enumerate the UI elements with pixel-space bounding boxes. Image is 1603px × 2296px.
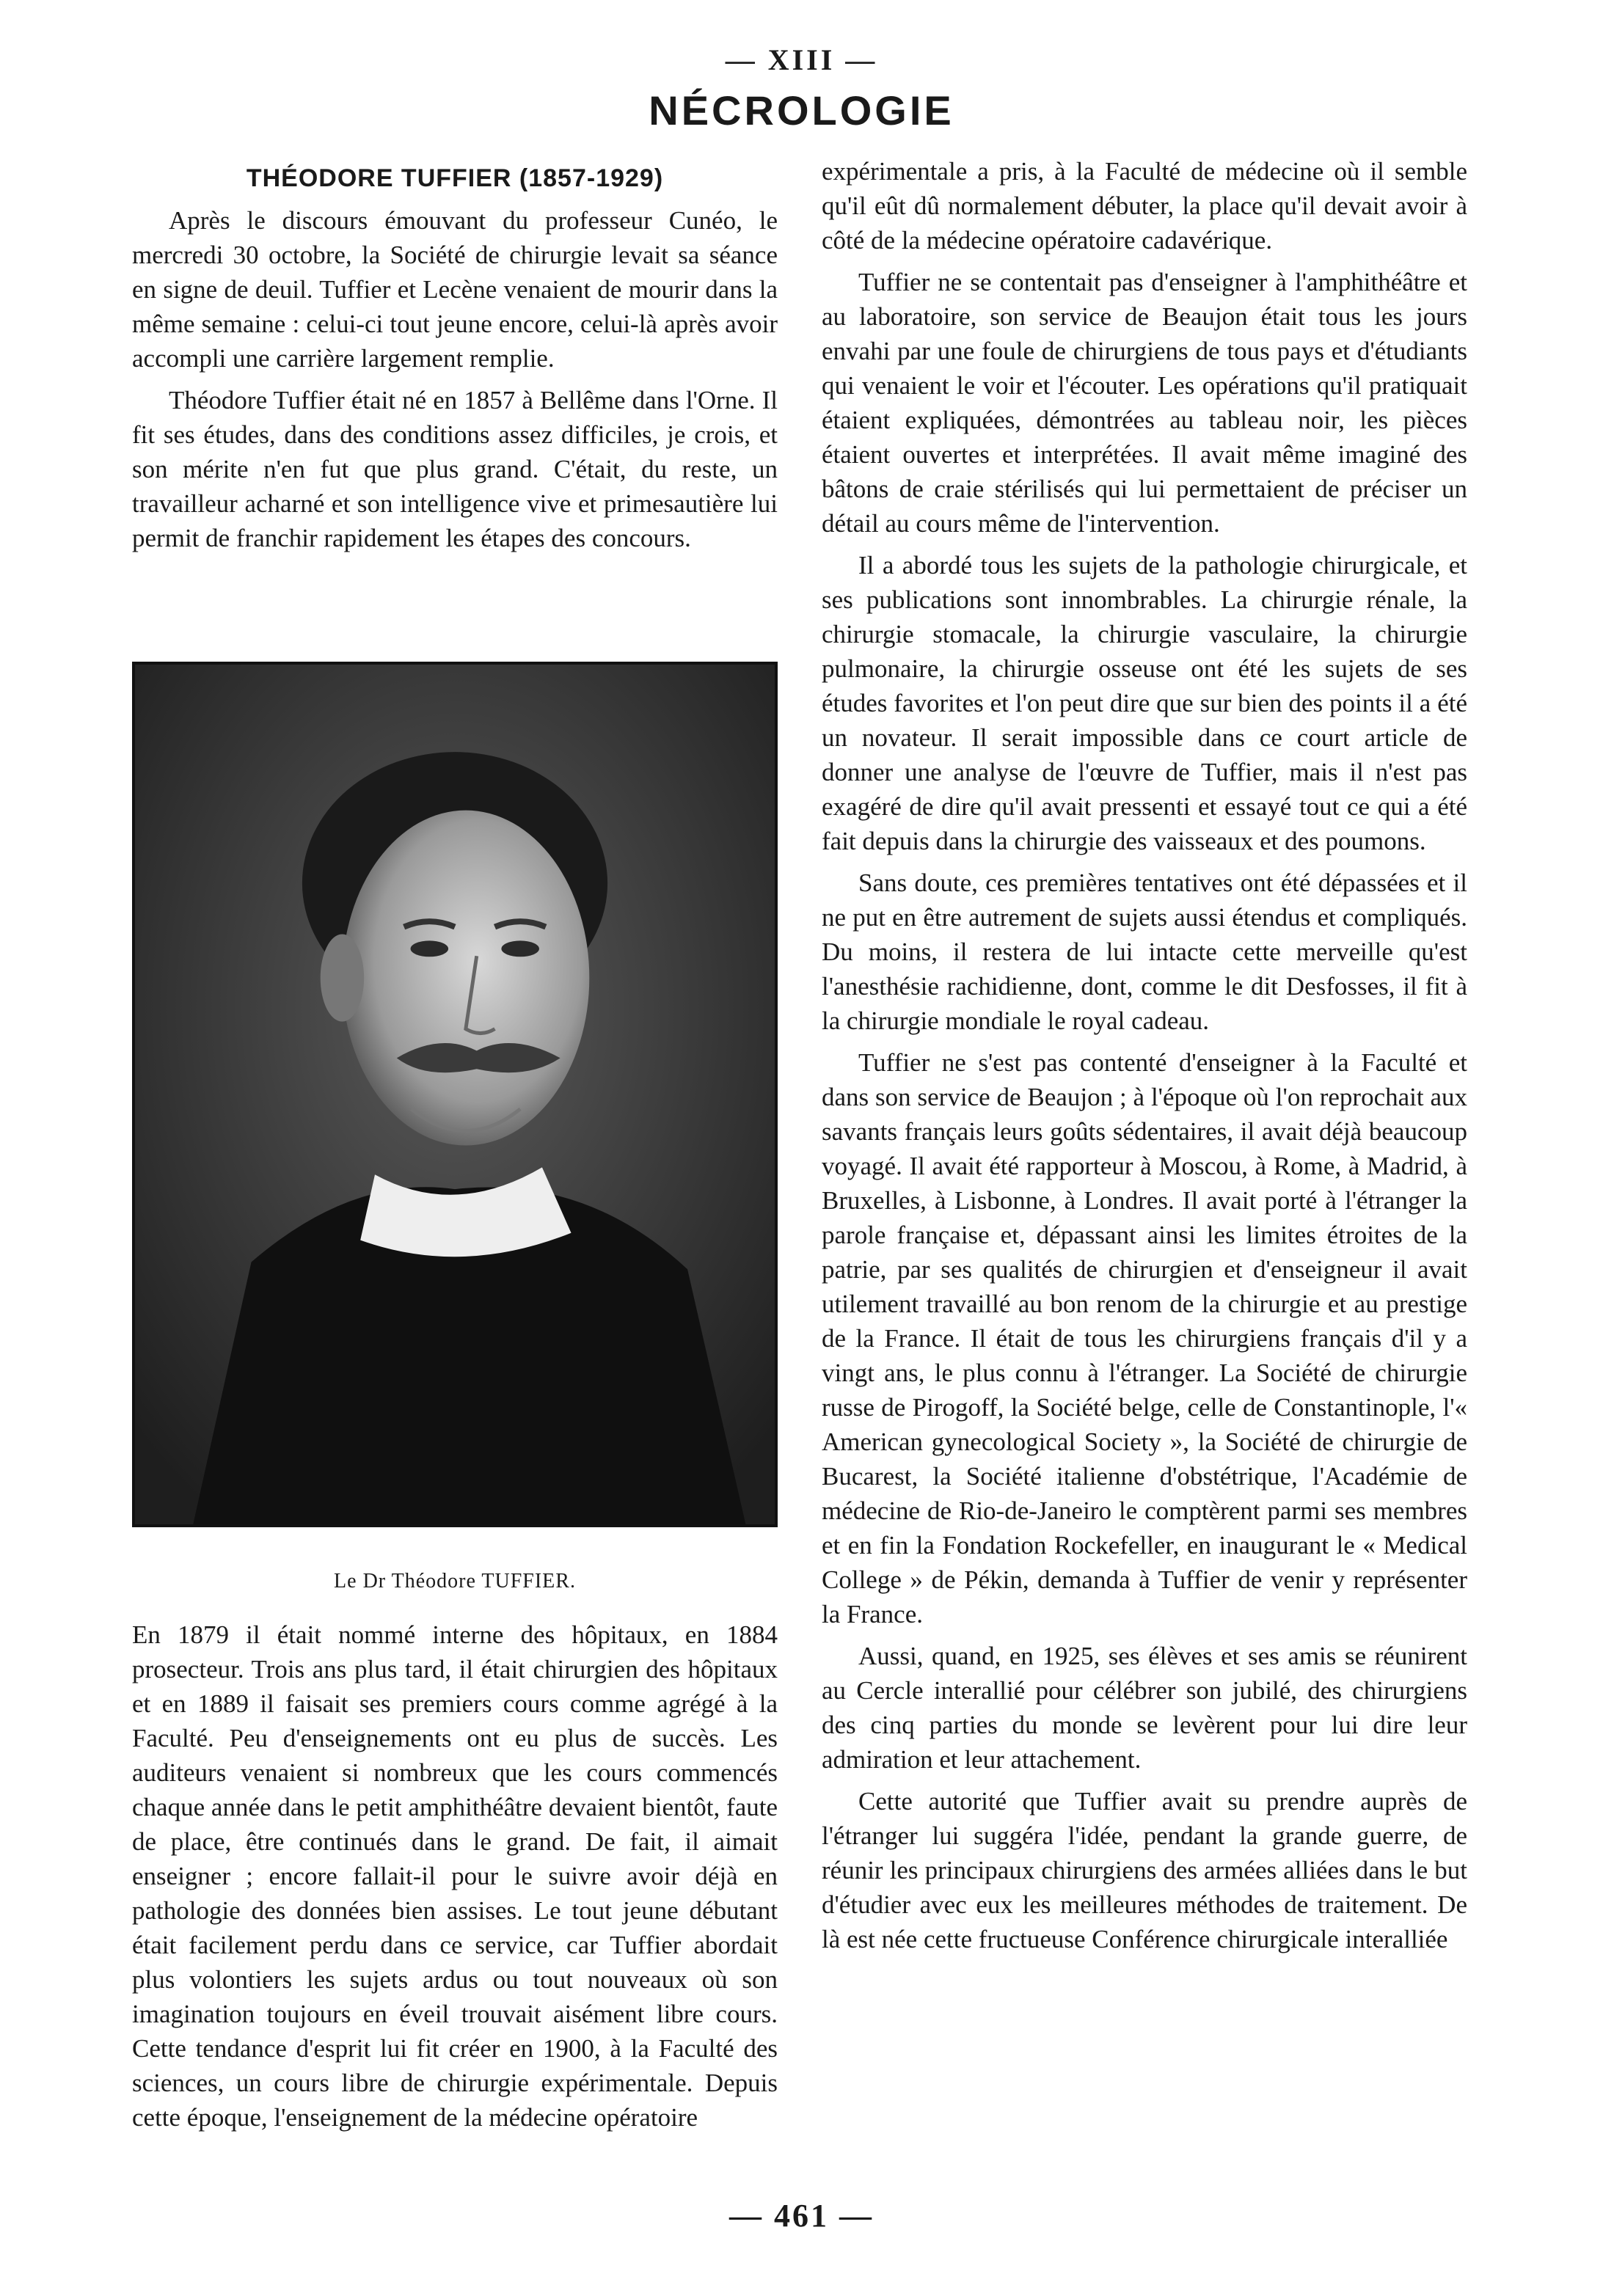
article-title: THÉODORE TUFFIER (1857-1929) (246, 164, 664, 192)
portrait-photo (132, 662, 778, 1527)
left-column-top (132, 161, 778, 563)
paragraph: Il a abordé tous les sujets de la pathologie chirurgicale, et ses publications sont innombrables. La chirurgie rénale, la chirurgie stomacale, la chirurgie vasculaire, la chirurgie pulmonaire, la chirurgie osseuse ont été les sujets de ses études favorites et l'on peut dire que sur bien des points il a été un novateur. Il serait impossible dans ce court article de donner une analyse de l'œuvre de Tuffier, mais il n'est pas exagéré de dire qu'il avait pressenti et essayé tout ce qui a été fait depuis dans la chirurgie des vaisseaux et des poumons. (822, 551, 1467, 855)
left-column-bottom (132, 1617, 778, 2142)
paragraph: Tuffier ne s'est pas contenté d'enseigner à la Faculté et dans son service de Beaujon ; à l'époque où l'on reprochait aux savants français leurs goûts sédentaires, il avait déjà beaucoup voyagé. Il avait été rapporteur à Moscou, à Rome, à Madrid, à Bruxelles, à Lisbonne, à Londres. Il avait porté à l'étranger la parole française et, dépassant ainsi les limites étroites de la patrie, par ses qualités de chirurgien et d'enseigneur il avait utilement travaillé au bon renom de la chirurgie et au prestige de la France. Il était de tous les chirurgiens français d'il y a vingt ans, le plus connu à l'étranger. La Société de chirurgie russe de Pirogoff, la Société belge, celle de Constantinople, l'« American gynecological Society », la Société de chirurgie de Bucarest, la Société italienne d'obstétrique, l'Académie de médecine de Rio-de-Janeiro le comptèrent parmi ses membres et en fin la Fondation Rockefeller, en inaugurant le « Medical College » de Pékin, demanda à Tuffier de venir y représenter la France. (822, 1048, 1467, 1628)
paragraph: En 1879 il était nommé interne des hôpitaux, en 1884 prosecteur. Trois ans plus tard, il était chirurgien des hôpitaux et en 1889 il faisait ses premiers cours comme agrégé à la Faculté. Peu d'enseignements ont eu plus de succès. Les auditeurs venaient si nombreux que les cours commencés chaque année dans le petit amphithéâtre devaient bientôt, faute de place, être continués dans le grand. De fait, il aimait enseigner ; encore fallait-il pour le suivre avoir déjà en pathologie des données bien assises. Le tout jeune débutant était facilement perdu dans ce service, car Tuffier abordait plus volontiers les sujets ardus ou tout nouveaux où son imagination toujours en éveil trouvait aisément libre cours. Cette tendance d'esprit lui fit créer en 1900, à la Faculté des sciences, un cours libre de chirurgie expérimentale. Depuis cette époque, l'enseignement de la médecine opératoire (132, 1620, 778, 2132)
running-page-number: — XIII — (725, 43, 878, 76)
paragraph: Tuffier ne se contentait pas d'enseigner à l'amphithéâtre et au laboratoire, son service de Beaujon était tous les jours envahi par une foule de chirurgiens de tous pays et d'étudiants qui venaient le voir et l'écouter. Les opérations qu'il pratiquait étaient expliquées, démontrées au tableau noir, les pièces étaient ouvertes et interprétées. Il avait même imaginé des bâtons de craie stérilisés qui lui permettaient de préciser un détail au cours même de l'intervention. (822, 268, 1467, 538)
page-number: — 461 — (729, 2198, 874, 2234)
paragraph: Théodore Tuffier était né en 1857 à Bellême dans l'Orne. Il fit ses études, dans des conditions assez difficiles, je crois, et son mérite n'en fut que plus grand. C'était, du reste, un travailleur acharné et son intelligence vive et primesautière lui permit de franchir rapidement les étapes des concours. (132, 386, 778, 552)
right-column (822, 154, 1467, 1964)
section-title: NÉCROLOGIE (649, 87, 954, 134)
photo-caption: Le Dr Théodore TUFFIER. (334, 1570, 576, 1593)
paragraph: expérimentale a pris, à la Faculté de médecine où il semble qu'il eût dû normalement débuter, la place qu'il devait avoir à côté de la médecine opératoire cadavérique. (822, 157, 1467, 255)
paragraph: Après le discours émouvant du professeur Cunéo, le mercredi 30 octobre, la Société de chirurgie levait sa séance en signe de deuil. Tuffier et Lecène venaient de mourir dans la même semaine : celui-ci tout jeune encore, celui-là après avoir accompli une carrière largement remplie. (132, 206, 778, 373)
portrait-image (135, 665, 775, 1524)
paragraph: Cette autorité que Tuffier avait su prendre auprès de l'étranger lui suggéra l'idée, pendant la grande guerre, de réunir les principaux chirurgiens des armées alliées dans le but d'étudier avec eux les meilleures méthodes de traitement. De là est née cette fructueuse Conférence chirurgicale interalliée (822, 1787, 1467, 1953)
paragraph: Sans doute, ces premières tentatives ont été dépassées et il ne put en être autrement de sujets aussi étendus et compliqués. Du moins, il restera de lui intacte cette merveille qu'est l'anesthésie rachidienne, dont, comme le dit Desfosses, il fit à la chirurgie mondiale le royal cadeau. (822, 869, 1467, 1035)
paragraph: Aussi, quand, en 1925, ses élèves et ses amis se réunirent au Cercle interallié pour célébrer son jubilé, des chirurgiens des cinq parties du monde se levèrent pour lui dire leur admiration et leur attachement. (822, 1642, 1467, 1774)
